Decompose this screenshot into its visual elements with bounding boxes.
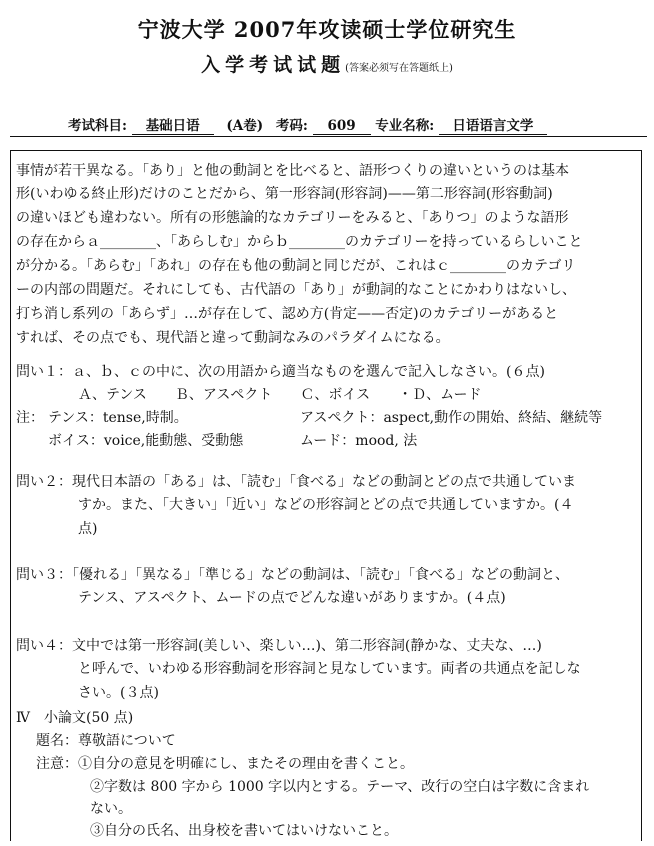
passage-line: 事情が若干異なる。「あり」と他の動詞とを比べると、語形つくりの違いというのは基本 xyxy=(16,163,569,179)
question-4-line: と呼んで、いわゆる形容動詞を形容詞と見なしています。両者の共通点を記しな xyxy=(78,661,581,677)
passage-line: の存在からａ________、「あらしむ」からｂ________のカテゴリーを持っているらしいこと xyxy=(16,234,583,250)
note-mood: ムード：mood, 法 xyxy=(300,433,418,449)
question-3-line: テンス、アスペクト、ムードの点でどんな違いがありますか。(４点) xyxy=(78,590,506,606)
passage-line: すれば、その点でも、現代語と違って動詞なみのパラダイムになる。 xyxy=(16,330,450,346)
passage-line: が分かる。「あらむ」「あれ」の存在も他の動詞と同じだが、これはｃ________のカテゴリ xyxy=(16,258,576,274)
subtitle-note: (答案必须写在答题纸上) xyxy=(345,63,453,74)
essay-note-3: ③自分の氏名、出身校を書いてはいけないこと。 xyxy=(90,823,398,839)
question-4-line: 問い４：文中では第一形容詞(美しい、楽しい…)、第二形容詞(静かな、丈夫な、…) xyxy=(16,638,542,654)
major-value: 日语语言文学 xyxy=(439,119,547,135)
section-4-heading: Ⅳ 小論文(50 点) xyxy=(16,710,134,726)
question-1-options: Ａ、テンス Ｂ、アスペクト Ｃ、ボイス ・Ｄ、ムード xyxy=(78,387,482,403)
header-divider xyxy=(10,136,647,137)
question-4-line: さい。(３点) xyxy=(78,685,159,701)
code-value: 609 xyxy=(313,119,371,135)
major-label: 专业名称: xyxy=(375,118,435,134)
essay-note-1: ①自分の意見を明確にし、またその理由を書くこと。 xyxy=(78,756,414,772)
essay-note-2: ②字数は 800 字から 1000 字以内とする。テーマ、改行の空白は字数に含まれ xyxy=(90,779,590,795)
question-2-line: 点) xyxy=(78,521,98,537)
note-voice: ボイス：voice,能動態、受動態 xyxy=(48,433,244,449)
exam-title: 宁波大学 2007年攻读硕士学位研究生 xyxy=(137,17,517,42)
passage-line: 形(いわゆる終止形)だけのことだから、第一形容詞(形容詞)——第二形容詞(形容動詞) xyxy=(16,186,553,202)
subject-value: 基础日语 xyxy=(132,119,214,135)
paper-label: (A卷) xyxy=(226,118,264,134)
question-3-line: 問い３：「優れる」「異なる」「準じる」などの動詞は、「読む」「食べる」などの動詞と、 xyxy=(16,567,569,583)
note-tense: テンス：tense,時制。 xyxy=(48,410,188,426)
essay-note-2-cont: ない。 xyxy=(90,801,132,817)
exam-subtitle xyxy=(0,50,654,77)
passage-line: ーの内部の問題だ。それにしても、古代語の「あり」が動詞的なことにかわりはないし、 xyxy=(16,282,576,298)
passage-line: 打ち消し系列の「あらず」…が存在して、認め方(肯定——否定)のカテゴリーがあると xyxy=(16,306,559,322)
code-label: 考码: xyxy=(275,118,308,134)
note-aspect: アスペクト：aspect,動作の開始、終結、継続等 xyxy=(300,410,603,426)
essay-topic: 題名：尊敬語について xyxy=(36,733,176,749)
subtitle-text: 入学考试试题 xyxy=(201,54,346,76)
question-1-note-label: 注： xyxy=(16,410,44,426)
passage-line: の違いほども違わない。所有の形態論的なカテゴリーをみると、「ありつ」のような語形 xyxy=(16,210,569,226)
subject-label: 考试科目: xyxy=(68,118,127,134)
question-1-prompt: 問い１：ａ、ｂ、ｃの中に、次の用語から適当なものを選んで記入しなさい。(６点) xyxy=(16,364,545,380)
essay-note-label: 注意： xyxy=(36,756,78,772)
question-2-line: すか。また、「大きい」「近い」などの形容詞とどの点で共通していますか。(４ xyxy=(78,497,574,513)
exam-info xyxy=(68,114,547,135)
question-2-line: 問い２：現代日本語の「ある」は、「読む」「食べる」などの動詞とどの点で共通していま xyxy=(16,474,576,490)
